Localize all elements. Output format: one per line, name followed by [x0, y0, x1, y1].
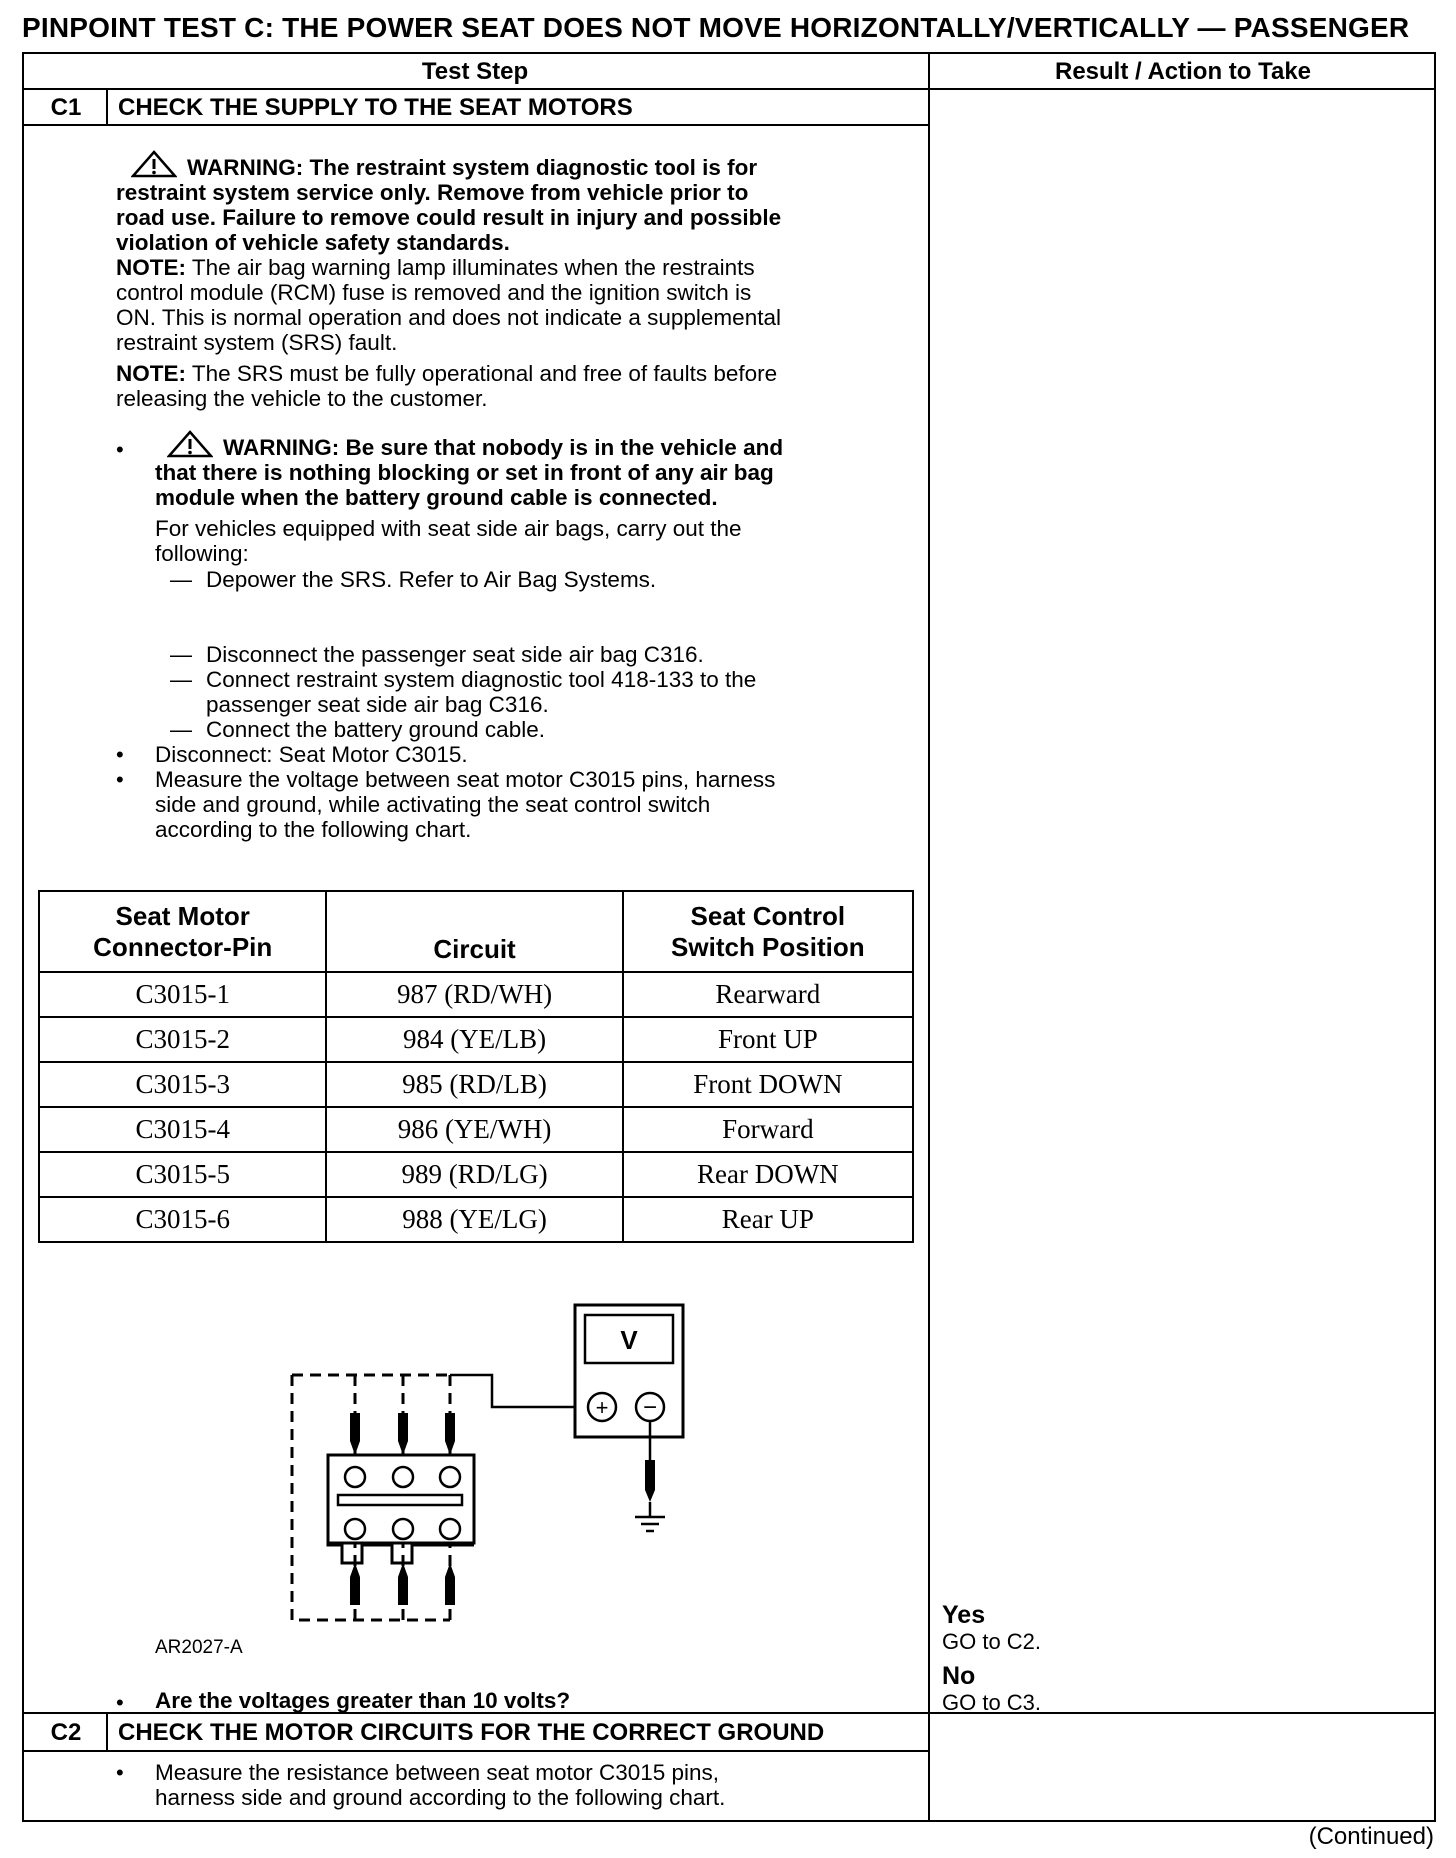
ground-icon [635, 1517, 665, 1531]
table-row [39, 972, 913, 1017]
cell-position: Front DOWN [623, 1062, 913, 1107]
cell-circuit: 987 (RD/WH) [326, 972, 622, 1017]
cell-circuit: 984 (YE/LB) [326, 1017, 622, 1062]
figure-id: AR2027-A [155, 1637, 243, 1658]
c1-yes-action: GO to C2. [942, 1629, 1042, 1654]
dash-marker: — [170, 667, 192, 692]
header-test-step: Test Step [421, 58, 529, 85]
voltmeter-connector-diagram [280, 1295, 700, 1635]
table-row [39, 1107, 913, 1152]
bullet-marker: • [116, 742, 124, 767]
cell-pin: C3015-3 [39, 1062, 326, 1107]
bullet-marker: • [116, 1760, 124, 1785]
svg-text:−: − [642, 1394, 658, 1421]
bullet-marker: • [116, 437, 124, 462]
c1-no-action: GO to C3. [942, 1690, 1042, 1715]
table-row [39, 1062, 913, 1107]
bullet-marker: • [116, 1690, 124, 1715]
table-header-row [39, 891, 913, 972]
bullet-marker: • [116, 767, 124, 792]
cell-circuit: 986 (YE/WH) [326, 1107, 622, 1152]
c2-step-title: CHECK THE MOTOR CIRCUITS FOR THE CORRECT GROUND [118, 1719, 825, 1746]
c1-note-2: NOTE: The SRS must be fully operational and free of faults before releasing the vehicle to the customer. [116, 361, 778, 411]
c2-title-separator [22, 1750, 930, 1752]
cell-pin: C3015-5 [39, 1152, 326, 1197]
dash-marker: — [170, 642, 192, 667]
c1-yes-label: Yes [942, 1601, 986, 1629]
connector-divider-bar [338, 1495, 462, 1505]
table-row [39, 1197, 913, 1242]
c2-bullet-measure: Measure the resistance between seat motor C3015 pins, harness side and ground according to the following chart. [155, 1760, 726, 1810]
c1-bullet-measure: Measure the voltage between seat motor C3015 pins, harness side and ground, while activating the seat control switch according to the following chart. [155, 767, 776, 842]
c1-no-label: No [942, 1662, 976, 1690]
voltmeter-label: V [620, 1325, 638, 1355]
pin-circuit-table [38, 890, 914, 1243]
cell-position: Rear UP [623, 1197, 913, 1242]
c1-warning-2: WARNING: Be sure that nobody is in the vehicle and that there is nothing blocking or set in front of any air bag module when the battery ground cable is connected. [155, 430, 783, 510]
continued-label: (Continued) [1308, 1823, 1434, 1850]
cell-circuit: 988 (YE/LG) [326, 1197, 622, 1242]
c1-question: Are the voltages greater than 10 volts? [155, 1688, 571, 1713]
table-row [39, 1152, 913, 1197]
c1-seat-side-text: For vehicles equipped with seat side air bags, carry out the following: [155, 516, 742, 566]
c1-note-1: NOTE: The air bag warning lamp illuminates when the restraints control module (RCM) fuse is removed and the ignition switch is ON. This is normal operation and does not indicate a supplemental restraint system (SRS) fault. [116, 255, 781, 355]
cell-circuit: 989 (RD/LG) [326, 1152, 622, 1197]
c1-bullet-disconnect: Disconnect: Seat Motor C3015. [155, 742, 468, 767]
c1-dash-disconnect-c316: Disconnect the passenger seat side air bag C316. [206, 642, 704, 667]
c1-step-title: CHECK THE SUPPLY TO THE SEAT MOTORS [118, 94, 633, 121]
c1-dash-depower: Depower the SRS. Refer to Air Bag Systems. [206, 567, 657, 592]
cell-position: Front UP [623, 1017, 913, 1062]
cell-pin: C3015-1 [39, 972, 326, 1017]
header-result: Result / Action to Take [1054, 58, 1312, 85]
dash-marker: — [170, 717, 192, 742]
cell-position: Rearward [623, 972, 913, 1017]
table-row [39, 1017, 913, 1062]
cell-pin: C3015-6 [39, 1197, 326, 1242]
c1-warning-1: WARNING: The restraint system diagnostic tool is for restraint system service only. Remove from vehicle prior to road use. Failure to remove could result in injury and possible violation of vehicle safety standards. [116, 150, 781, 255]
page-title: PINPOINT TEST C: THE POWER SEAT DOES NOT MOVE HORIZONTALLY/VERTICALLY — PASSENGER [22, 12, 1410, 43]
c1-step-id: C1 [50, 94, 82, 121]
c1-title-separator [22, 124, 930, 126]
cell-pin: C3015-2 [39, 1017, 326, 1062]
warning-triangle-icon [167, 430, 213, 458]
column-divider [928, 52, 930, 1822]
col-header-switch-position: Seat Control Switch Position [623, 891, 913, 972]
warning-triangle-icon [131, 150, 177, 178]
cell-circuit: 985 (RD/LB) [326, 1062, 622, 1107]
cell-position: Rear DOWN [623, 1152, 913, 1197]
c1-dash-battery: Connect the battery ground cable. [206, 717, 545, 742]
cell-position: Forward [623, 1107, 913, 1152]
cell-pin: C3015-4 [39, 1107, 326, 1152]
svg-text:+: + [595, 1395, 609, 1420]
col-header-connector-pin: Seat Motor Connector-Pin [39, 891, 326, 972]
col-header-circuit: Circuit [326, 891, 622, 972]
c2-step-id: C2 [50, 1719, 82, 1746]
c1-dash-connect-tool: Connect restraint system diagnostic tool 418-133 to the passenger seat side air bag C316. [206, 667, 757, 717]
dash-marker: — [170, 567, 192, 592]
